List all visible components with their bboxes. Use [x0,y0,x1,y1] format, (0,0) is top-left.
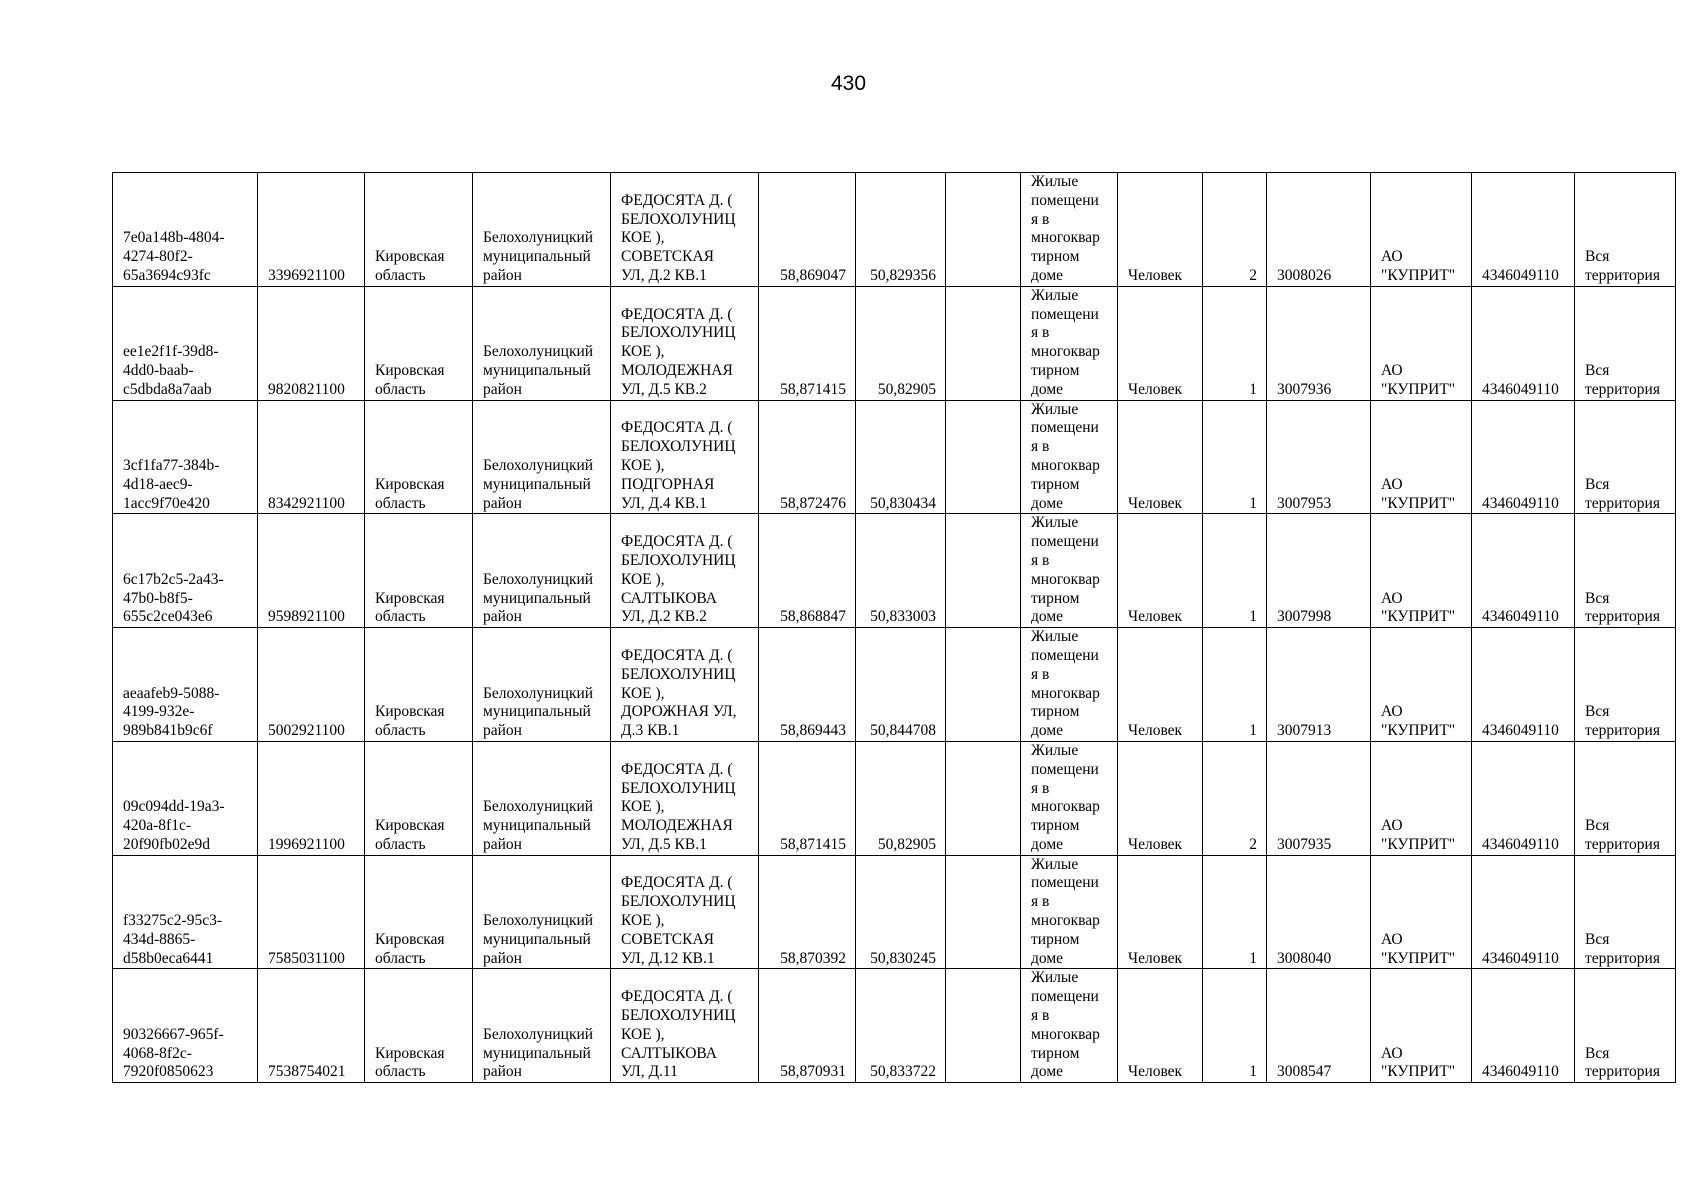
cell-id: f33275c2-95c3- 434d-8865- d58b0eca6441 [113,855,258,969]
cell-code: 9820821100 [258,286,365,400]
cell-inn: 4346049110 [1472,173,1575,287]
cell-latitude: 58,870931 [759,969,856,1083]
cell-quantity: 2 [1203,173,1267,287]
cell-unit: Человек [1118,173,1203,287]
cell-code: 7585031100 [258,855,365,969]
cell-account: 3008040 [1267,855,1371,969]
cell-premises-type: Жилые помещени я в многоквар тирном доме [1021,400,1118,514]
table-body [113,173,1676,1083]
cell-organization: АО "КУПРИТ" [1371,173,1472,287]
cell-empty [946,969,1021,1083]
cell-territory: Вся территория [1575,855,1676,969]
cell-territory: Вся территория [1575,400,1676,514]
page-number: 430 [830,72,867,95]
cell-inn: 4346049110 [1472,969,1575,1083]
registry-table [112,172,1676,1083]
cell-region: Кировская область [365,286,473,400]
cell-address: ФЕДОСЯТА Д. ( БЕЛОХОЛУНИЦ КОЕ ), ПОДГОРНАЯ УЛ, Д.4 КВ.1 [611,400,759,514]
cell-premises-type: Жилые помещени я в многоквар тирном доме [1021,969,1118,1083]
cell-longitude: 50,830434 [856,400,946,514]
cell-premises-type: Жилые помещени я в многоквар тирном доме [1021,286,1118,400]
cell-district: Белохолуницкий муниципальный район [473,855,611,969]
cell-organization: АО "КУПРИТ" [1371,969,1472,1083]
cell-latitude: 58,871415 [759,741,856,855]
cell-id: 7e0a148b-4804- 4274-80f2- 65a3694c93fc [113,173,258,287]
cell-quantity: 1 [1203,400,1267,514]
cell-territory: Вся территория [1575,173,1676,287]
cell-id: 6c17b2c5-2a43- 47b0-b8f5- 655c2ce043e6 [113,514,258,628]
cell-quantity: 1 [1203,855,1267,969]
table-row [113,741,1676,855]
cell-region: Кировская область [365,855,473,969]
cell-inn: 4346049110 [1472,855,1575,969]
cell-code: 7538754021 [258,969,365,1083]
cell-unit: Человек [1118,628,1203,742]
cell-district: Белохолуницкий муниципальный район [473,628,611,742]
cell-inn: 4346049110 [1472,400,1575,514]
cell-premises-type: Жилые помещени я в многоквар тирном доме [1021,855,1118,969]
cell-account: 3007936 [1267,286,1371,400]
cell-id: 3cf1fa77-384b- 4d18-aec9- 1acc9f70e420 [113,400,258,514]
cell-district: Белохолуницкий муниципальный район [473,514,611,628]
cell-latitude: 58,870392 [759,855,856,969]
cell-address: ФЕДОСЯТА Д. ( БЕЛОХОЛУНИЦ КОЕ ), СОВЕТСКАЯ УЛ, Д.2 КВ.1 [611,173,759,287]
cell-address: ФЕДОСЯТА Д. ( БЕЛОХОЛУНИЦ КОЕ ), ДОРОЖНАЯ УЛ, Д.3 КВ.1 [611,628,759,742]
cell-empty [946,400,1021,514]
cell-territory: Вся территория [1575,514,1676,628]
cell-empty [946,628,1021,742]
table-row [113,286,1676,400]
cell-territory: Вся территория [1575,286,1676,400]
table-row [113,628,1676,742]
cell-account: 3008026 [1267,173,1371,287]
cell-organization: АО "КУПРИТ" [1371,741,1472,855]
cell-latitude: 58,869443 [759,628,856,742]
cell-address: ФЕДОСЯТА Д. ( БЕЛОХОЛУНИЦ КОЕ ), СОВЕТСКАЯ УЛ, Д.12 КВ.1 [611,855,759,969]
cell-inn: 4346049110 [1472,628,1575,742]
cell-premises-type: Жилые помещени я в многоквар тирном доме [1021,628,1118,742]
cell-organization: АО "КУПРИТ" [1371,628,1472,742]
cell-organization: АО "КУПРИТ" [1371,514,1472,628]
cell-premises-type: Жилые помещени я в многоквар тирном доме [1021,741,1118,855]
cell-address: ФЕДОСЯТА Д. ( БЕЛОХОЛУНИЦ КОЕ ), САЛТЫКОВА УЛ, Д.2 КВ.2 [611,514,759,628]
cell-inn: 4346049110 [1472,286,1575,400]
cell-inn: 4346049110 [1472,514,1575,628]
cell-longitude: 50,82905 [856,741,946,855]
table-row [113,514,1676,628]
cell-empty [946,855,1021,969]
cell-latitude: 58,872476 [759,400,856,514]
cell-longitude: 50,833003 [856,514,946,628]
cell-region: Кировская область [365,969,473,1083]
cell-unit: Человек [1118,969,1203,1083]
cell-premises-type: Жилые помещени я в многоквар тирном доме [1021,514,1118,628]
table-row [113,173,1676,287]
cell-longitude: 50,829356 [856,173,946,287]
cell-unit: Человек [1118,741,1203,855]
cell-district: Белохолуницкий муниципальный район [473,286,611,400]
cell-code: 9598921100 [258,514,365,628]
table-row [113,969,1676,1083]
cell-organization: АО "КУПРИТ" [1371,855,1472,969]
cell-region: Кировская область [365,173,473,287]
cell-inn: 4346049110 [1472,741,1575,855]
cell-code: 3396921100 [258,173,365,287]
cell-account: 3007953 [1267,400,1371,514]
cell-longitude: 50,82905 [856,286,946,400]
cell-latitude: 58,869047 [759,173,856,287]
cell-territory: Вся территория [1575,628,1676,742]
cell-empty [946,741,1021,855]
cell-quantity: 2 [1203,741,1267,855]
cell-quantity: 1 [1203,628,1267,742]
cell-account: 3007913 [1267,628,1371,742]
cell-code: 5002921100 [258,628,365,742]
cell-quantity: 1 [1203,514,1267,628]
cell-address: ФЕДОСЯТА Д. ( БЕЛОХОЛУНИЦ КОЕ ), МОЛОДЕЖНАЯ УЛ, Д.5 КВ.2 [611,286,759,400]
cell-district: Белохолуницкий муниципальный район [473,741,611,855]
cell-code: 1996921100 [258,741,365,855]
cell-code: 8342921100 [258,400,365,514]
cell-region: Кировская область [365,741,473,855]
cell-id: ee1e2f1f-39d8- 4dd0-baab- c5dbda8a7aab [113,286,258,400]
cell-account: 3008547 [1267,969,1371,1083]
cell-address: ФЕДОСЯТА Д. ( БЕЛОХОЛУНИЦ КОЕ ), САЛТЫКОВА УЛ, Д.11 [611,969,759,1083]
cell-quantity: 1 [1203,286,1267,400]
cell-unit: Человек [1118,514,1203,628]
cell-territory: Вся территория [1575,741,1676,855]
cell-longitude: 50,830245 [856,855,946,969]
cell-empty [946,173,1021,287]
cell-empty [946,514,1021,628]
cell-region: Кировская область [365,514,473,628]
cell-district: Белохолуницкий муниципальный район [473,173,611,287]
cell-district: Белохолуницкий муниципальный район [473,400,611,514]
cell-region: Кировская область [365,628,473,742]
cell-unit: Человек [1118,855,1203,969]
cell-territory: Вся территория [1575,969,1676,1083]
cell-id: 90326667-965f- 4068-8f2c- 7920f0850623 [113,969,258,1083]
table-row [113,855,1676,969]
cell-region: Кировская область [365,400,473,514]
cell-latitude: 58,868847 [759,514,856,628]
cell-id: aeaafeb9-5088- 4199-932e- 989b841b9c6f [113,628,258,742]
cell-premises-type: Жилые помещени я в многоквар тирном доме [1021,173,1118,287]
cell-district: Белохолуницкий муниципальный район [473,969,611,1083]
cell-latitude: 58,871415 [759,286,856,400]
cell-organization: АО "КУПРИТ" [1371,286,1472,400]
cell-unit: Человек [1118,286,1203,400]
cell-quantity: 1 [1203,969,1267,1083]
cell-longitude: 50,844708 [856,628,946,742]
table-row [113,400,1676,514]
cell-longitude: 50,833722 [856,969,946,1083]
cell-empty [946,286,1021,400]
cell-address: ФЕДОСЯТА Д. ( БЕЛОХОЛУНИЦ КОЕ ), МОЛОДЕЖНАЯ УЛ, Д.5 КВ.1 [611,741,759,855]
cell-account: 3007998 [1267,514,1371,628]
cell-organization: АО "КУПРИТ" [1371,400,1472,514]
cell-id: 09c094dd-19a3- 420a-8f1c- 20f90fb02e9d [113,741,258,855]
cell-account: 3007935 [1267,741,1371,855]
cell-unit: Человек [1118,400,1203,514]
